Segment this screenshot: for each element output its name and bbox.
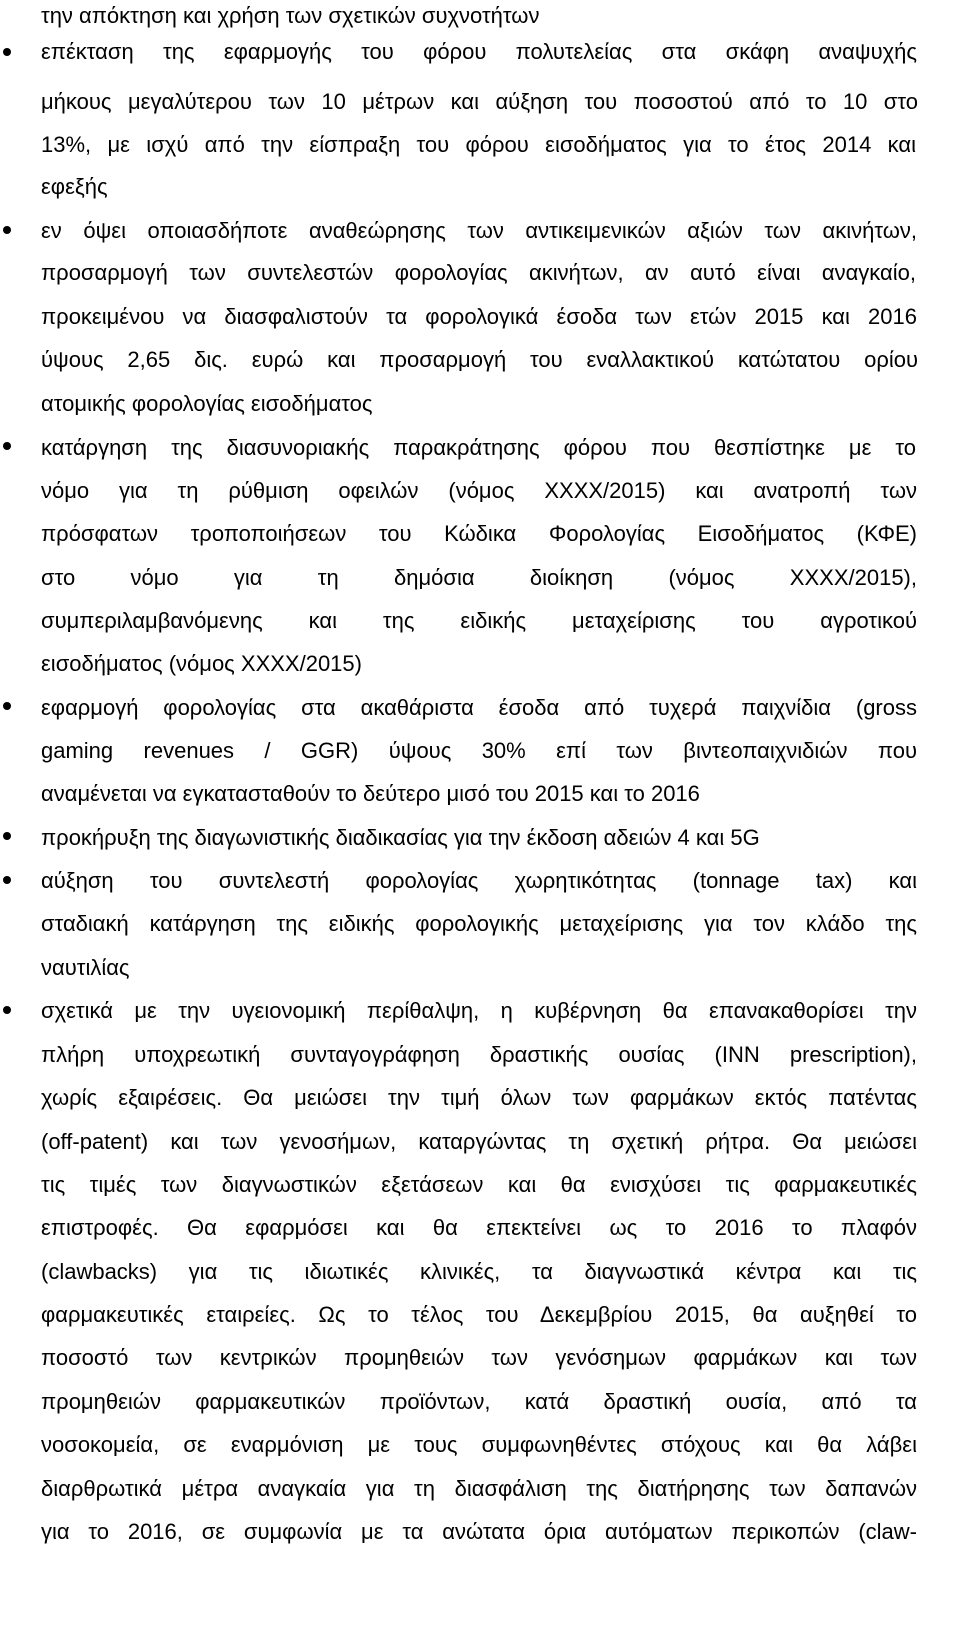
text-line: προσαρμογή των συντελεστών φορολογίας ακινήτων, αν αυτό είναι αναγκαίο, [41, 260, 916, 285]
text-line: εν όψει οποιασδήποτε αναθεώρησης των αντικειμενικών αξιών των ακινήτων, [41, 218, 917, 243]
text-line: πρόσφατων τροποποιήσεων του Κώδικα Φορολογίας Εισοδήματος (ΚΦΕ) [41, 521, 917, 546]
text-line: επιστροφές. Θα εφαρμόσει και θα επεκτείνει ως το 2016 το πλαφόν [41, 1215, 917, 1240]
text-line: χωρίς εξαιρέσεις. Θα μειώσει την τιμή όλων των φαρμάκων εκτός πατέντας [41, 1085, 917, 1110]
text-line: εφαρμογή φορολογίας στα ακαθάριστα έσοδα από τυχερά παιχνίδια (gross [41, 695, 917, 720]
text-line: πλήρη υποχρεωτική συνταγογράφηση δραστικής ουσίας (INN prescription), [41, 1042, 917, 1067]
bullet-icon [3, 832, 11, 840]
text-line: αναμένεται να εγκατασταθούν το δεύτερο μισό του 2015 και το 2016 [41, 781, 700, 806]
text-line: (off-patent) και των γενοσήμων, καταργώντας τη σχετική ρήτρα. Θα μειώσει [41, 1129, 917, 1154]
text-line: σχετικά με την υγειονομική περίθαλψη, η κυβέρνηση θα επανακαθορίσει την [41, 998, 917, 1023]
text-line: επέκταση της εφαρμογής του φόρου πολυτελείας στα σκάφη αναψυχής [41, 39, 917, 64]
bullet-icon [3, 48, 11, 56]
text-line: νοσοκομεία, σε εναρμόνιση με τους συμφωνηθέντες στόχους και θα λάβει [41, 1432, 917, 1457]
text-line: νόμο για τη ρύθμιση οφειλών (νόμος ΧΧΧΧ/2015) και ανατροπή των [41, 478, 917, 503]
bullet-icon [3, 876, 11, 884]
bullet-icon [3, 226, 11, 234]
text-line: gaming revenues / GGR) ύψους 30% επί των βιντεοπαιχνιδιών που [41, 738, 917, 763]
text-line: (clawbacks) για τις ιδιωτικές κλινικές, τα διαγνωστικά κέντρα και τις [41, 1259, 917, 1284]
text-line: ύψους 2,65 δις. ευρώ και προσαρμογή του εναλλακτικού κατώτατου ορίου [41, 347, 918, 372]
text-line: 13%, με ισχύ από την είσπραξη του φόρου εισοδήματος για το έτος 2014 και [41, 132, 916, 157]
text-line: προμηθειών φαρμακευτικών προϊόντων, κατά δραστική ουσία, από τα [41, 1389, 917, 1414]
text-line: την απόκτηση και χρήση των σχετικών συχνοτήτων [41, 3, 540, 28]
bullet-icon [3, 1006, 11, 1014]
bullet-icon [3, 702, 11, 710]
text-line: σταδιακή κατάργηση της ειδικής φορολογικής μεταχείρισης για τον κλάδο της [41, 911, 917, 936]
text-line: φαρμακευτικές εταιρείες. Ως το τέλος του Δεκεμβρίου 2015, θα αυξηθεί το [41, 1302, 917, 1327]
text-line: προκήρυξη της διαγωνιστικής διαδικασίας για την έκδοση αδειών 4 και 5G [41, 825, 760, 850]
text-line: συμπεριλαμβανόμενης και της ειδικής μεταχείρισης του αγροτικού [41, 608, 917, 633]
text-line: μήκους μεγαλύτερου των 10 μέτρων και αύξηση του ποσοστού από το 10 στο [41, 89, 918, 114]
text-line: στο νόμο για τη δημόσια διοίκηση (νόμος ΧΧΧΧ/2015), [41, 565, 917, 590]
text-line: εφεξής [41, 174, 108, 199]
text-line: εισοδήματος (νόμος ΧΧΧΧ/2015) [41, 651, 362, 676]
bullet-icon [3, 442, 11, 450]
text-line: αύξηση του συντελεστή φορολογίας χωρητικότητας (tonnage tax) και [41, 868, 917, 893]
text-line: ναυτιλίας [41, 955, 130, 980]
text-line: ατομικής φορολογίας εισοδήματος [41, 391, 373, 416]
text-line: διαρθρωτικά μέτρα αναγκαία για τη διασφάλιση της διατήρησης των δαπανών [41, 1476, 917, 1501]
text-line: κατάργηση της διασυνοριακής παρακράτησης φόρου που θεσπίστηκε με το [41, 435, 916, 460]
text-line: τις τιμές των διαγνωστικών εξετάσεων και θα ενισχύσει τις φαρμακευτικές [41, 1172, 917, 1197]
text-line: για το 2016, σε συμφωνία με τα ανώτατα όρια αυτόματων περικοπών (claw- [41, 1519, 917, 1544]
text-line: ποσοστό των κεντρικών προμηθειών των γενόσημων φαρμάκων και των [41, 1345, 917, 1370]
text-line: προκειμένου να διασφαλιστούν τα φορολογικά έσοδα των ετών 2015 και 2016 [41, 304, 917, 329]
